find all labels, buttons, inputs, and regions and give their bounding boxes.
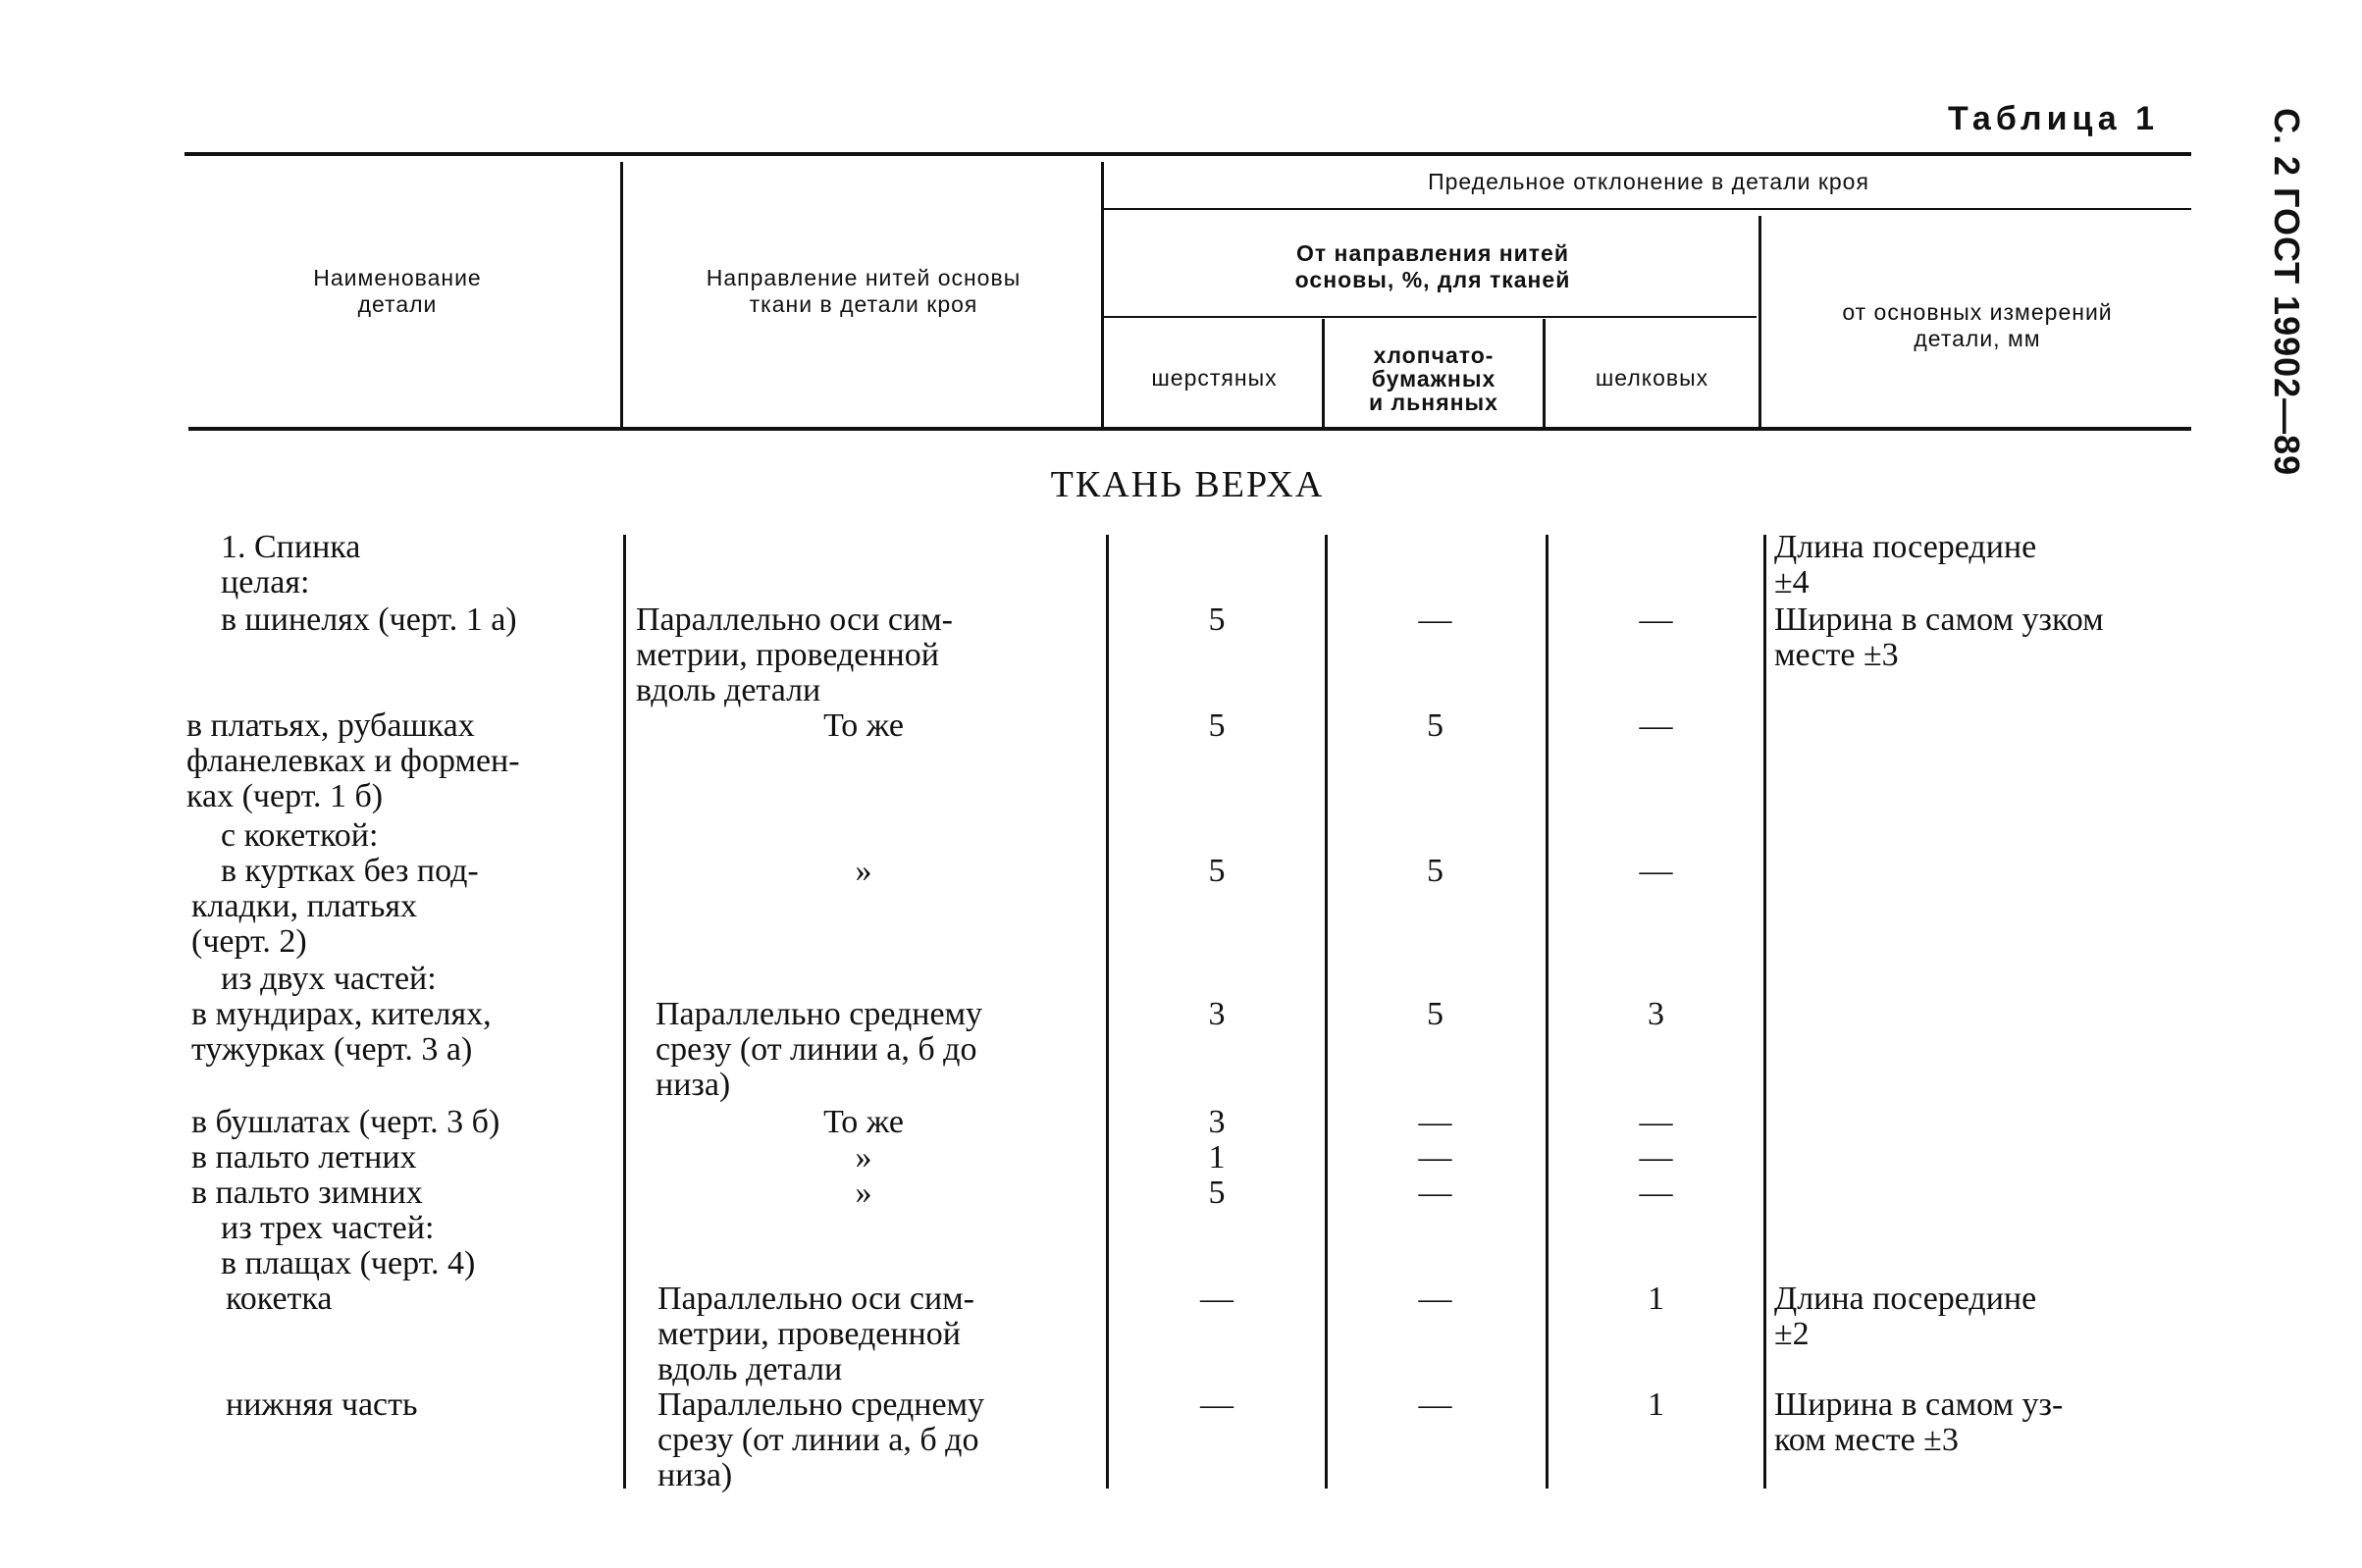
row-direction: » <box>855 853 872 889</box>
header-measure: от основных измерений детали, мм <box>1842 299 2113 351</box>
row-name: в куртках без под- кладки, платьях (черт. 2) <box>191 853 479 960</box>
row-name: в плащах (черт. 4) <box>221 1245 476 1281</box>
row-name: кокетка <box>226 1281 333 1317</box>
side-page-label: С. 2 ГОСТ 19902—89 <box>2267 108 2307 477</box>
row-name: в пальто летних <box>191 1139 417 1176</box>
row-wool: — <box>1200 1281 1233 1317</box>
header-vline-5 <box>1758 216 1761 427</box>
body-vline-5 <box>1763 535 1766 1489</box>
row-direction: » <box>855 1175 872 1211</box>
header-vline-1 <box>620 162 623 427</box>
row-silk: 1 <box>1648 1281 1664 1317</box>
row-silk: — <box>1639 707 1673 744</box>
row-direction: Параллельно среднему срезу (от линии а, б до низа) <box>657 1386 985 1493</box>
header-direction: Направление нитей основы ткани в детали кроя <box>706 265 1022 317</box>
header-name: Наименование детали <box>313 265 482 317</box>
row-silk: 3 <box>1648 996 1664 1032</box>
header-deviation-group: Предельное отклонение в детали кроя <box>1428 169 1869 194</box>
row-wool: 5 <box>1208 1175 1226 1211</box>
row-cotton: 5 <box>1427 996 1443 1032</box>
row-direction: То же <box>823 707 904 744</box>
header-wool: шерстяных <box>1151 365 1278 391</box>
header-subgroup-rule <box>1104 316 1757 318</box>
row-name: в платьях, рубашках фланелевках и формен- ках (черт. 1 б) <box>186 707 520 814</box>
row-wool: — <box>1200 1386 1233 1423</box>
header-threads-subgroup: От направления нитей основы, %, для тканей <box>1294 240 1571 292</box>
row-silk: — <box>1639 1139 1673 1176</box>
row-cotton: — <box>1418 1281 1452 1317</box>
row-direction: » <box>855 1139 872 1176</box>
body-vline-2 <box>1106 535 1109 1489</box>
row-cotton: — <box>1418 1175 1452 1211</box>
row-name: в пальто зимних <box>191 1175 423 1211</box>
body-vline-1 <box>623 535 626 1489</box>
row-silk: — <box>1639 1175 1673 1211</box>
row-cotton: — <box>1418 1104 1452 1140</box>
header-cotton: хлопчато- бумажных и льняных <box>1369 342 1498 415</box>
table-label: Таблица 1 <box>1948 100 2160 137</box>
header-silk: шелковых <box>1595 365 1709 391</box>
row-cotton: 5 <box>1427 707 1443 744</box>
body-vline-3 <box>1325 535 1328 1489</box>
row-cotton: — <box>1418 601 1452 638</box>
header-top-rule <box>184 152 2191 156</box>
header-vline-4 <box>1543 319 1546 427</box>
row-name: в мундирах, кителях, тужурках (черт. 3 а) <box>191 996 492 1068</box>
row-silk: — <box>1639 853 1673 889</box>
row-wool: 3 <box>1208 1104 1226 1140</box>
row-name: 1. Спинка целая: <box>221 529 361 601</box>
section-title: ТКАНЬ ВЕРХА <box>1050 464 1325 505</box>
row-name: из двух частей: <box>221 961 437 997</box>
row-wool: 5 <box>1208 601 1226 638</box>
row-measure: Ширина в самом уз- ком месте ±3 <box>1774 1386 2064 1458</box>
row-cotton: — <box>1418 1139 1452 1176</box>
row-direction: Параллельно оси сим- метрии, проведенной вдоль детали <box>636 601 953 708</box>
row-silk: 1 <box>1648 1386 1664 1423</box>
body-vline-4 <box>1546 535 1548 1489</box>
row-name: из трех частей: <box>221 1210 435 1246</box>
header-vline-2 <box>1101 162 1104 427</box>
row-name: в бушлатах (черт. 3 б) <box>191 1104 500 1140</box>
row-name: нижняя часть <box>226 1386 418 1423</box>
row-wool: 5 <box>1208 853 1226 889</box>
row-measure: Длина посередине ±4 <box>1774 529 2037 601</box>
header-bottom-rule <box>188 427 2191 431</box>
row-direction: То же <box>823 1104 904 1140</box>
row-cotton: — <box>1418 1386 1452 1423</box>
row-wool: 5 <box>1208 707 1226 744</box>
row-measure: Ширина в самом узком месте ±3 <box>1774 601 2104 673</box>
row-cotton: 5 <box>1427 853 1443 889</box>
row-direction: Параллельно среднему срезу (от линии а, б до низа) <box>656 996 983 1103</box>
row-name: в шинелях (черт. 1 а) <box>221 601 517 638</box>
row-silk: — <box>1639 601 1673 638</box>
row-measure: Длина посередине ±2 <box>1774 1281 2037 1352</box>
row-silk: — <box>1639 1104 1673 1140</box>
header-vline-3 <box>1322 319 1325 427</box>
row-wool: 1 <box>1208 1139 1226 1176</box>
header-group-rule <box>1104 208 2191 210</box>
row-wool: 3 <box>1208 996 1226 1032</box>
row-name: с кокеткой: <box>221 817 379 854</box>
row-direction: Параллельно оси сим- метрии, проведенной вдоль детали <box>657 1281 974 1387</box>
